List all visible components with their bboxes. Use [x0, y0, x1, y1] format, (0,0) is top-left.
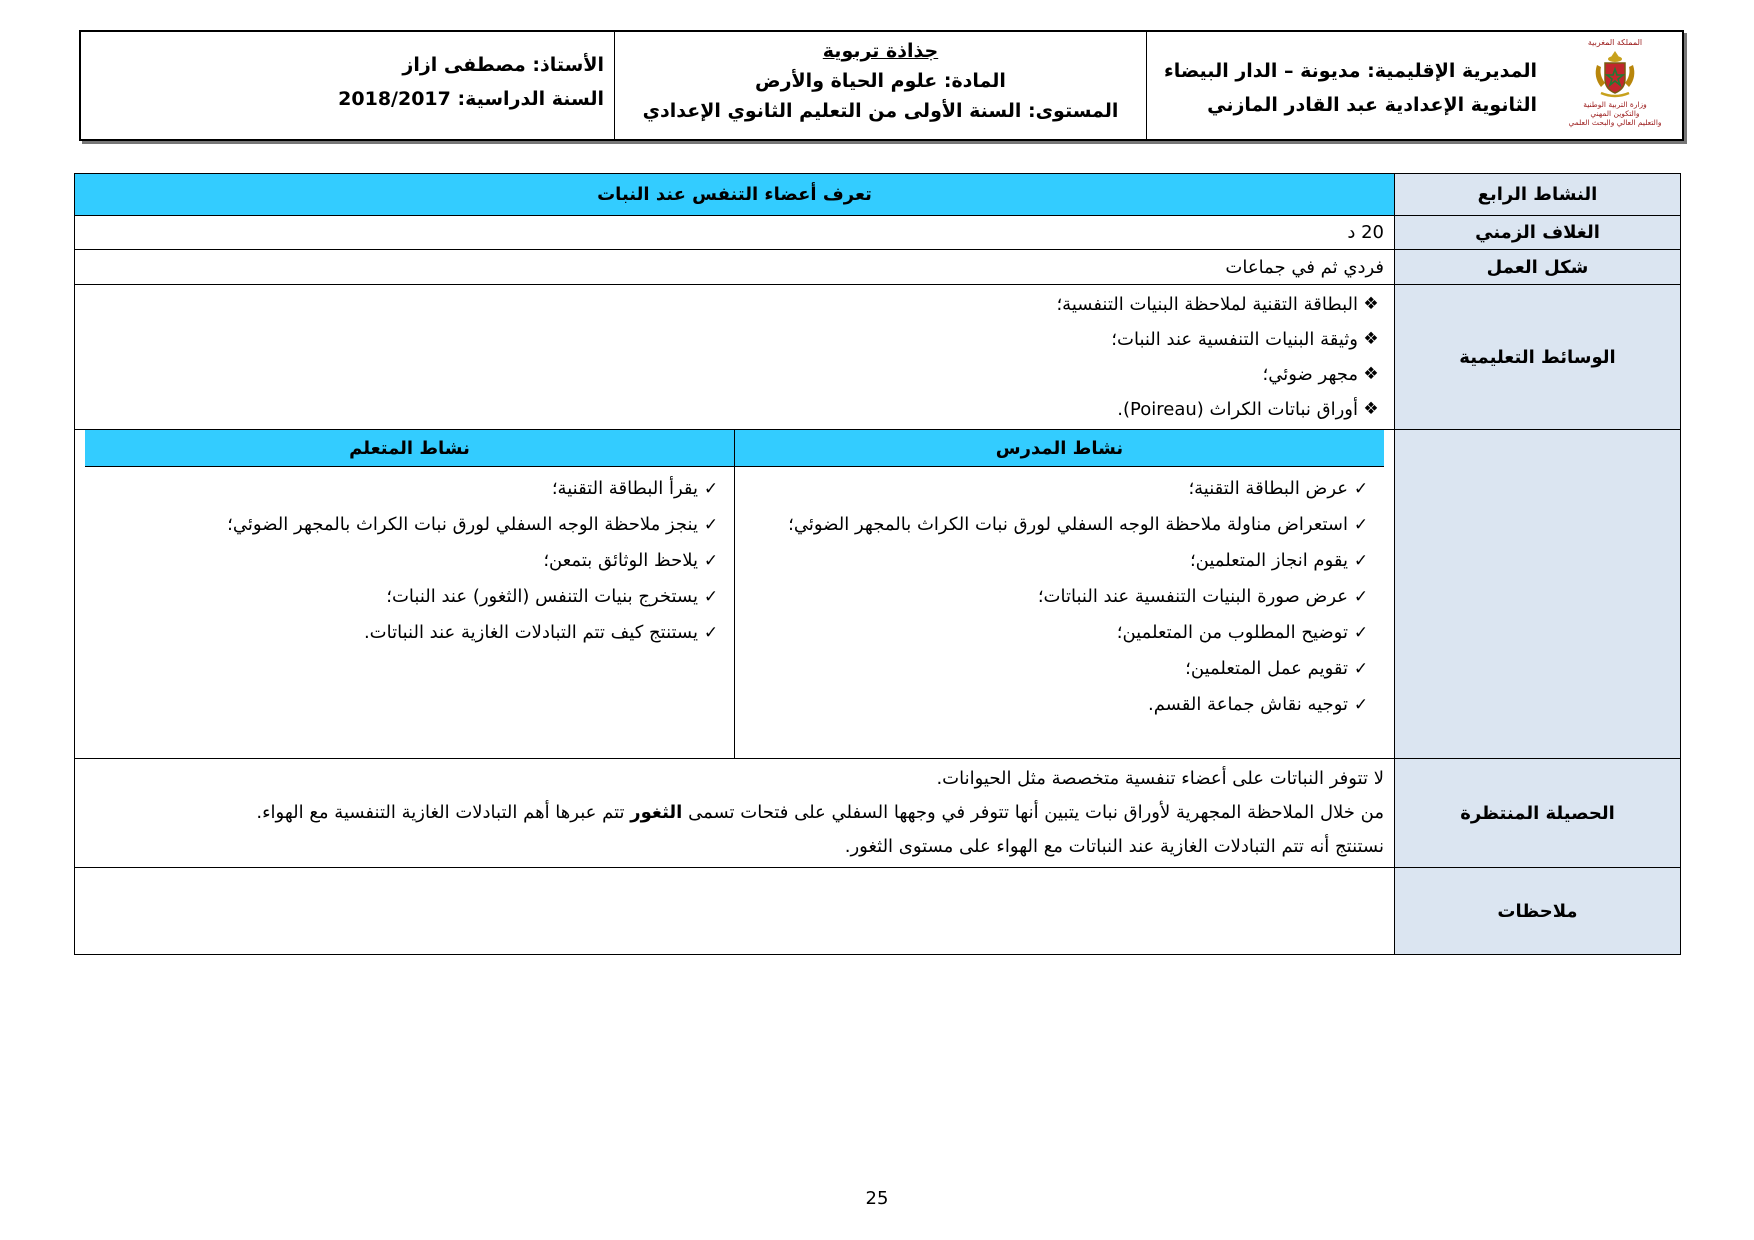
school-name: الثانوية الإعدادية عبد القادر المازني: [1207, 94, 1537, 116]
list-item-text: توجيه نقاش جماعة القسم.: [1147, 694, 1348, 715]
teacher-activity-title: نشاط المدرس: [735, 430, 1385, 467]
list-item: [745, 507, 1374, 543]
list-item-text: وثيقة البنيات التنفسية عند النبات؛: [1111, 329, 1358, 350]
logo-line: والتعليم العالي والبحث العلمي: [1568, 118, 1662, 127]
list-item: [95, 543, 724, 579]
header-box: [79, 30, 1684, 141]
diamond-bullet-icon: ❖: [1363, 294, 1379, 314]
teacher-activity-list: [745, 471, 1374, 723]
notes-label: ملاحظات: [1395, 868, 1681, 955]
learner-activity-list: [95, 471, 724, 651]
activity-label: النشاط الرابع: [1395, 174, 1681, 216]
activity-title: تعرف أعضاء التنفس عند النبات: [75, 174, 1395, 216]
list-item: [95, 507, 724, 543]
header-document: [615, 32, 1147, 139]
diamond-bullet-icon: ❖: [1363, 329, 1379, 349]
stomata-term: الثغور: [630, 802, 683, 823]
subject: المادة: علوم الحياة والأرض: [755, 70, 1006, 92]
checkmark-icon: ✓: [1353, 551, 1369, 571]
header-teacher: [81, 32, 615, 139]
coat-of-arms-icon: [1587, 47, 1643, 99]
checkmark-icon: ✓: [703, 587, 719, 607]
result-line: من خلال الملاحظة المجهرية لأوراق نبات يتبين أنها تتوفر في وجهها السفلي على فتحات تسمى الثغور تتم عبرها أهم التبادلات الغازية التنفسية مع الهواء.: [256, 802, 1384, 823]
result-label: الحصيلة المنتظرة: [1395, 759, 1681, 868]
work-form-value: فردي ثم في جماعات: [75, 250, 1395, 285]
tools-row: [75, 285, 1681, 430]
learner-activity-cell: [85, 467, 735, 759]
list-item: [745, 615, 1374, 651]
list-item: [745, 687, 1374, 723]
institution-text: [1164, 54, 1537, 122]
list-item-text: تقويم عمل المتعلمين؛: [1185, 658, 1348, 679]
document-title: جذاذة تربوية: [822, 40, 939, 62]
list-item-text: مجهر ضوئي؛: [1262, 364, 1358, 385]
level: المستوى: السنة الأولى من التعليم الثانوي الإعدادي: [642, 100, 1119, 122]
time-row: [75, 216, 1681, 250]
checkmark-icon: ✓: [703, 551, 719, 571]
time-value: 20 د: [75, 216, 1395, 250]
list-item-text: يقوم انجاز المتعلمين؛: [1189, 550, 1348, 571]
list-item-text: استعراض مناولة ملاحظة الوجه السفلي لورق نبات الكراث بالمجهر الضوئي؛: [788, 514, 1348, 535]
list-item-text: يستنتج كيف تتم التبادلات الغازية عند النباتات.: [363, 622, 698, 643]
list-item-text: يلاحظ الوثائق بتمعن؛: [543, 550, 698, 571]
activity-row: [75, 174, 1681, 216]
checkmark-icon: ✓: [703, 515, 719, 535]
list-item: [745, 543, 1374, 579]
list-item: [95, 615, 724, 651]
activities-row: [75, 430, 1681, 759]
school-year: السنة الدراسية: 2018/2017: [338, 88, 604, 110]
result-line: نستنتج أنه تتم التبادلات الغازية عند النباتات مع الهواء على مستوى الثغور.: [844, 836, 1384, 857]
header-institution: [1147, 32, 1682, 139]
activities-cell: [75, 430, 1395, 759]
diamond-bullet-icon: ❖: [1363, 399, 1379, 419]
list-item-text: يقرأ البطاقة التقنية؛: [551, 478, 698, 499]
notes-row: [75, 868, 1681, 955]
list-item-text: ينجز ملاحظة الوجه السفلي لورق نبات الكراث بالمجهر الضوئي؛: [227, 514, 698, 535]
result-cell: [75, 759, 1395, 868]
ministry-logo: [1562, 38, 1668, 138]
tools-list: [85, 285, 1384, 427]
checkmark-icon: ✓: [1353, 659, 1369, 679]
checkmark-icon: ✓: [1353, 515, 1369, 535]
checkmark-icon: ✓: [1353, 695, 1369, 715]
activities-table: [85, 430, 1384, 758]
page-number: 25: [865, 1188, 889, 1209]
result-line: لا تتوفر النباتات على أعضاء تنفسية متخصصة مثل الحيوانات.: [936, 768, 1384, 789]
checkmark-icon: ✓: [703, 479, 719, 499]
checkmark-icon: ✓: [703, 623, 719, 643]
lesson-table: [74, 173, 1681, 955]
list-item: [745, 651, 1374, 687]
logo-line: والتكوين المهني: [1590, 109, 1640, 118]
list-item-text: البطاقة التقنية لملاحظة البنيات التنفسية؛: [1056, 294, 1358, 315]
diamond-bullet-icon: ❖: [1363, 364, 1379, 384]
list-item: [745, 471, 1374, 507]
teacher-activity-cell: [735, 467, 1385, 759]
checkmark-icon: ✓: [1353, 479, 1369, 499]
result-row: [75, 759, 1681, 868]
teacher-name: الأستاذ: مصطفى ازاز: [402, 54, 604, 76]
time-label: الغلاف الزمني: [1395, 216, 1681, 250]
list-item-text: توضيح المطلوب من المتعلمين؛: [1116, 622, 1348, 643]
list-item-text: يستخرج بنيات التنفس (الثغور) عند النبات؛: [386, 586, 698, 607]
list-item: [85, 322, 1384, 357]
list-item-text: أوراق نباتات الكراث (Poireau).: [1117, 399, 1358, 420]
tools-label: الوسائط التعليمية: [1395, 285, 1681, 430]
directorate: المديرية الإقليمية: مديونة – الدار البيضاء: [1163, 60, 1537, 82]
list-item: [745, 579, 1374, 615]
activities-label-cell: [1395, 430, 1681, 759]
logo-line: وزارة التربية الوطنية: [1583, 100, 1647, 109]
list-item: [85, 287, 1384, 322]
checkmark-icon: ✓: [1353, 623, 1369, 643]
tools-cell: [75, 285, 1395, 430]
list-item: [85, 357, 1384, 392]
list-item: [95, 579, 724, 615]
list-item-text: عرض البطاقة التقنية؛: [1188, 478, 1348, 499]
learner-activity-title: نشاط المتعلم: [85, 430, 735, 467]
list-item: [95, 471, 724, 507]
list-item-text: عرض صورة البنيات التنفسية عند النباتات؛: [1037, 586, 1348, 607]
work-form-row: [75, 250, 1681, 285]
notes-value: [75, 868, 1395, 955]
work-form-label: شكل العمل: [1395, 250, 1681, 285]
logo-caption: المملكة المغربية: [1587, 38, 1643, 47]
logo-text: [1568, 100, 1661, 127]
checkmark-icon: ✓: [1353, 587, 1369, 607]
list-item: [85, 392, 1384, 427]
